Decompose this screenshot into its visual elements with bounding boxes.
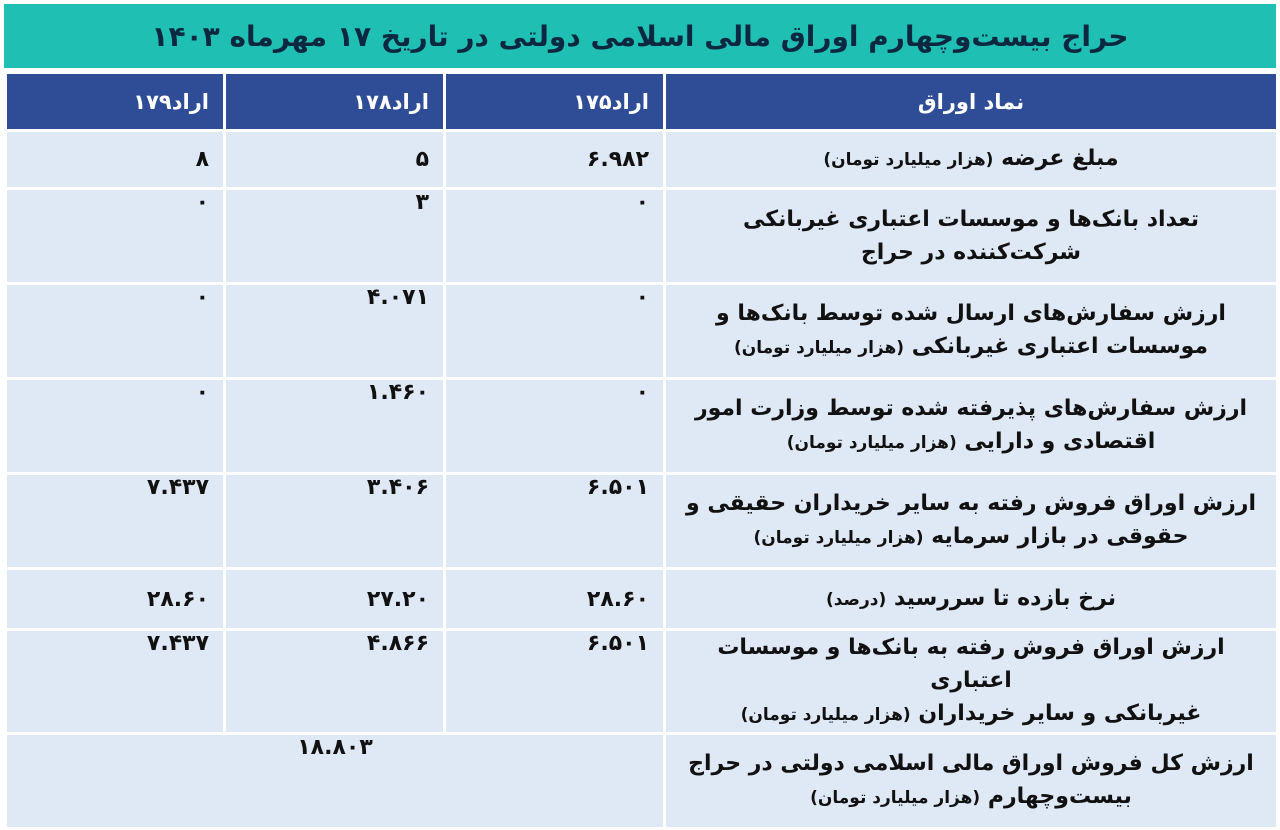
value-arad175: ۰: [446, 285, 663, 377]
table-row: [7, 475, 1276, 567]
table-row: [7, 631, 1276, 732]
header-arad178: اراد۱۷۸: [226, 74, 443, 129]
value-arad175: ۰: [446, 380, 663, 472]
row-label: [666, 475, 1276, 567]
row-label-unit: (درصد): [825, 589, 887, 610]
row-label: [666, 132, 1276, 187]
value-arad178: ۲۷.۲۰: [226, 570, 443, 628]
table-row: [7, 380, 1276, 472]
value-arad178: ۴.۰۷۱: [226, 285, 443, 377]
row-label-line1: ارزش اوراق فروش رفته به سایر خریداران حقیقی و: [685, 491, 1257, 516]
total-label-line2-text: بیست‌وچهارم: [987, 784, 1132, 809]
value-arad175: ۶.۹۸۲: [446, 132, 663, 187]
total-label: [666, 735, 1276, 827]
value-arad178: ۱.۴۶۰: [226, 380, 443, 472]
value-arad175: ۶.۵۰۱: [446, 475, 663, 567]
report-title: حراج بیست‌وچهارم اوراق مالی اسلامی دولتی در تاریخ ۱۷ مهرماه ۱۴۰۳: [4, 4, 1276, 68]
value-arad178: ۵: [226, 132, 443, 187]
row-label: [666, 285, 1276, 377]
value-arad179: ۰: [7, 285, 223, 377]
value-arad175: ۶.۵۰۱: [446, 631, 663, 732]
total-label-line1: ارزش کل فروش اوراق مالی اسلامی دولتی در حراج: [688, 751, 1254, 776]
value-arad178: ۴.۸۶۶: [226, 631, 443, 732]
value-arad179: ۰: [7, 190, 223, 282]
total-label-unit: (هزار میلیارد تومان): [810, 788, 981, 808]
table-header-row: [7, 74, 1276, 129]
row-label-unit: (هزار میلیارد تومان): [733, 338, 905, 358]
row-label-line2: [680, 697, 1262, 732]
value-arad179: ۲۸.۶۰: [7, 570, 223, 628]
value-arad178: ۳.۴۰۶: [226, 475, 443, 567]
total-label-line2: [680, 780, 1262, 815]
auction-table: [4, 71, 1279, 830]
table-row: [7, 570, 1276, 628]
header-name: نماد اوراق: [666, 74, 1276, 129]
row-label-line2: [680, 330, 1262, 365]
value-arad178: ۳: [226, 190, 443, 282]
row-label-line2: [680, 520, 1262, 555]
row-label-line1: تعداد بانک‌ها و موسسات اعتباری غیربانکی: [743, 207, 1199, 232]
row-label-unit: (هزار میلیارد تومان): [740, 705, 911, 725]
row-label-unit: (هزار میلیارد تومان): [753, 528, 924, 548]
row-label: [666, 380, 1276, 472]
value-arad179: ۸: [7, 132, 223, 187]
header-arad179: اراد۱۷۹: [7, 74, 223, 129]
row-label-line2-text: غیربانکی و سایر خریداران: [918, 701, 1202, 726]
value-arad175: ۲۸.۶۰: [446, 570, 663, 628]
row-label-line2: شرکت‌کننده در حراج: [860, 240, 1082, 265]
row-label-line1: ارزش اوراق فروش رفته به بانک‌ها و موسسات اعتباری: [717, 635, 1225, 693]
row-label: [666, 570, 1276, 628]
value-arad175: ۰: [446, 190, 663, 282]
total-row: [7, 735, 1276, 827]
row-label-line2-text: حقوقی در بازار سرمایه: [931, 524, 1189, 549]
row-label: [666, 631, 1276, 732]
row-label-line1: ارزش سفارش‌های پذیرفته شده توسط وزارت امور: [694, 396, 1248, 421]
total-value: ۱۸.۸۰۳: [7, 735, 663, 827]
value-arad179: ۰: [7, 380, 223, 472]
header-arad175: اراد۱۷۵: [446, 74, 663, 129]
table-row: [7, 132, 1276, 187]
row-label-line2-text: اقتصادی و دارایی: [964, 429, 1156, 454]
row-label-unit: (هزار میلیارد تومان): [823, 150, 994, 170]
table-row: [7, 285, 1276, 377]
value-arad179: ۷.۴۳۷: [7, 631, 223, 732]
row-label-line1: ارزش سفارش‌های ارسال شده توسط بانک‌ها و: [716, 301, 1226, 326]
row-label-unit: (هزار میلیارد تومان): [786, 433, 957, 453]
value-arad179: ۷.۴۳۷: [7, 475, 223, 567]
row-label-line2-text: موسسات اعتباری غیربانکی: [911, 334, 1208, 359]
row-label: [666, 190, 1276, 282]
row-label-text: مبلغ عرضه: [1001, 146, 1119, 171]
table-row: [7, 190, 1276, 282]
row-label-text: نرخ بازده تا سررسید: [893, 585, 1117, 611]
row-label-line2: [680, 425, 1262, 460]
